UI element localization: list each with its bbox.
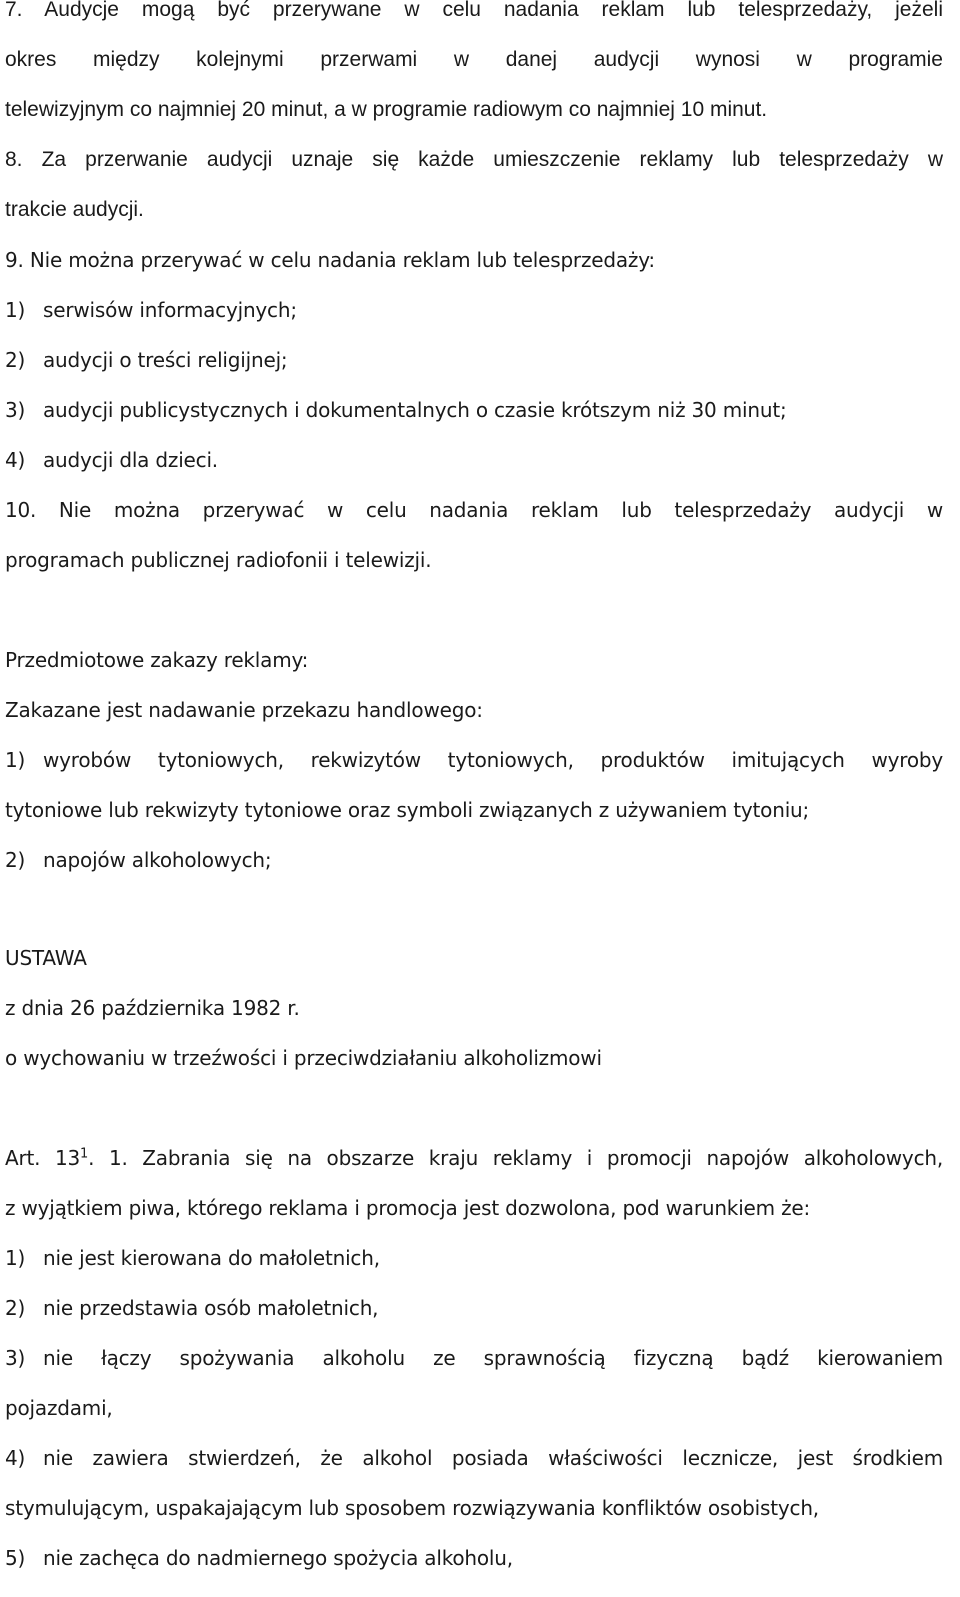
text-line: 10. Nie można przerywać w celu nadania reklam lub telesprzedaży audycji w bbox=[5, 498, 943, 522]
act-date: z dnia 26 października 1982 r. bbox=[5, 996, 300, 1020]
list-item bbox=[5, 1444, 943, 1472]
item-text: audycji dla dzieci. bbox=[43, 448, 218, 472]
text-line: pojazdami, bbox=[5, 1396, 113, 1420]
item-text: napojów alkoholowych; bbox=[43, 848, 272, 872]
item-text: nie łączy spożywania alkoholu ze sprawnością fizyczną bądź kierowaniem bbox=[43, 1346, 943, 1370]
list-item bbox=[5, 846, 271, 874]
section-heading: Przedmiotowe zakazy reklamy: bbox=[5, 648, 309, 672]
list-item bbox=[5, 1244, 380, 1272]
list-item bbox=[5, 746, 943, 774]
article-number: Art. 13 bbox=[5, 1146, 81, 1170]
item-number: 1) bbox=[5, 1246, 26, 1270]
act-subject: o wychowaniu w trzeźwości i przeciwdziałaniu alkoholizmowi bbox=[5, 1046, 602, 1070]
item-number: 5) bbox=[5, 1546, 26, 1570]
item-number: 4) bbox=[5, 1446, 26, 1470]
item-number: 1) bbox=[5, 298, 26, 322]
item-number: 3) bbox=[5, 398, 26, 422]
list-item bbox=[5, 1344, 943, 1372]
text-line: trakcie audycji. bbox=[5, 198, 144, 221]
text-line: stymulującym, uspakajającym lub sposobem rozwiązywania konfliktów osobistych, bbox=[5, 1496, 819, 1520]
text-line: tytoniowe lub rekwizyty tytoniowe oraz symboli związanych z używaniem tytoniu; bbox=[5, 798, 810, 822]
act-title: USTAWA bbox=[5, 946, 87, 970]
article-superscript: 1 bbox=[80, 1146, 89, 1162]
text-line: okres między kolejnymi przerwami w danej audycji wynosi w programie bbox=[5, 48, 943, 71]
item-text: nie przedstawia osób małoletnich, bbox=[43, 1296, 379, 1320]
list-item bbox=[5, 346, 287, 374]
text-line: telewizyjnym co najmniej 20 minut, a w programie radiowym co najmniej 10 minut. bbox=[5, 98, 768, 121]
list-item bbox=[5, 296, 297, 324]
text-line: 7. Audycje mogą być przerywane w celu nadania reklam lub telesprzedaży, jeżeli bbox=[5, 0, 943, 21]
item-text: audycji o treści religijnej; bbox=[43, 348, 288, 372]
article-text: . 1. Zabrania się na obszarze kraju reklamy i promocji napojów alkoholowych, bbox=[88, 1146, 943, 1170]
item-number: 3) bbox=[5, 1346, 26, 1370]
list-item bbox=[5, 446, 218, 474]
list-item bbox=[5, 396, 787, 424]
text-line: 8. Za przerwanie audycji uznaje się każde umieszczenie reklamy lub telesprzedaży w bbox=[5, 148, 943, 171]
item-text: nie zawiera stwierdzeń, że alkohol posiada właściwości lecznicze, jest środkiem bbox=[43, 1446, 943, 1470]
item-number: 4) bbox=[5, 448, 26, 472]
item-number: 2) bbox=[5, 848, 26, 872]
item-text: nie zachęca do nadmiernego spożycia alkoholu, bbox=[43, 1546, 513, 1570]
list-item bbox=[5, 1544, 513, 1572]
item-number: 1) bbox=[5, 748, 26, 772]
item-text: nie jest kierowana do małoletnich, bbox=[43, 1246, 380, 1270]
text-line: Zakazane jest nadawanie przekazu handlowego: bbox=[5, 698, 483, 722]
article-line bbox=[5, 1144, 943, 1172]
item-text: serwisów informacyjnych; bbox=[43, 298, 297, 322]
item-text: audycji publicystycznych i dokumentalnych o czasie krótszym niż 30 minut; bbox=[43, 398, 787, 422]
item-number: 2) bbox=[5, 348, 26, 372]
item-text: wyrobów tytoniowych, rekwizytów tytoniowych, produktów imitujących wyroby bbox=[43, 748, 943, 772]
list-item bbox=[5, 1294, 378, 1322]
text-line: 9. Nie można przerywać w celu nadania reklam lub telesprzedaży: bbox=[5, 248, 655, 272]
text-line: z wyjątkiem piwa, którego reklama i promocja jest dozwolona, pod warunkiem że: bbox=[5, 1196, 811, 1220]
item-number: 2) bbox=[5, 1296, 26, 1320]
text-line: programach publicznej radiofonii i telewizji. bbox=[5, 548, 432, 572]
